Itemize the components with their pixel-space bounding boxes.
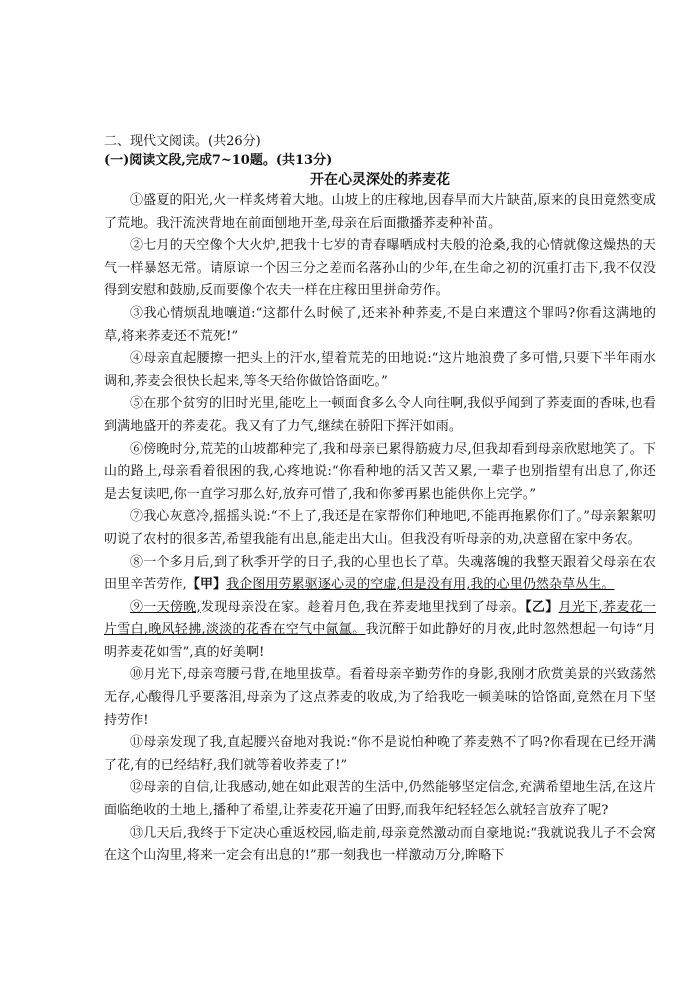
paragraph-number: ④ — [130, 351, 144, 367]
paragraph-number: ⑨ — [130, 599, 144, 615]
article-title: 开在心灵深处的荞麦花 — [310, 172, 450, 188]
paragraph-text: 母亲直起腰擦一把头上的汗水,望着荒芜的田地说:“这片地浪费了多可惜,只要下半年雨水调和,荞麦会很快长起来,等冬天给你做饸饹面吃。” — [104, 351, 656, 389]
paragraph-3 — [104, 303, 656, 348]
paragraph-13 — [104, 823, 656, 868]
marker-yi: 【乙】 — [525, 599, 559, 615]
paragraph-number: ⑥ — [130, 441, 144, 457]
paragraph-number: ③ — [130, 305, 144, 321]
paragraph-5 — [104, 393, 656, 438]
paragraph-number: ⑬ — [130, 825, 144, 841]
paragraph-number: ⑩ — [130, 667, 144, 683]
paragraph-8 — [104, 552, 656, 597]
paragraph-number: ② — [130, 238, 144, 254]
paragraph-2 — [104, 235, 656, 303]
marker-jia: 【甲】 — [186, 577, 227, 593]
paragraph-text: 七月的天空像个大火炉,把我十七岁的青春曝晒成村夫般的沧桑,我的心情就像这燥热的天气一样暴怒无常。请原谅一个因三分之差而名落孙山的少年,在生命之初的沉重打击下,我不仅没得到安慰和鼓励,反而要像个农夫一样在庄稼田里拼命劳作。 — [104, 238, 656, 299]
paragraph-4 — [104, 348, 656, 393]
paragraph-text: 我心情烦乱地嚷道:“这都什么时候了,还来补种荞麦,不是白来遭这个罪吗?你看这满地的草,将来荞麦还不荒死!” — [104, 305, 656, 344]
paragraph-text: 几天后,我终于下定决心重返校园,临走前,母亲竟然激动而自豪地说:“我就说我儿子不会窝在这个山沟里,将来一定会有出息的!”那一刻我也一样激动万分,眸略下 — [104, 825, 657, 864]
paragraph-text: 一个多月后,到了秋季开学的日子,我的心里也长了草。失魂落魄的我整天跟着父母亲在农田里辛苦劳作, — [104, 554, 656, 593]
underlined-sentence-yi: 月光下,荞麦花一片雪白,晚风轻拂,淡淡的花香在空气中氤氲。 — [104, 599, 656, 638]
paragraph-11 — [104, 732, 656, 777]
paragraph-text: 发现母亲没在家。趁着月色,我在荞麦地里找到了母亲。 — [200, 599, 526, 615]
paragraph-number: ⑤ — [130, 396, 144, 412]
paragraph-text: 月光下,母亲弯腰弓背,在地里拔草。看着母亲辛勤劳作的身影,我刚才欣赏美景的兴致荡然无存,心酸得几乎要落泪,母亲为了这点荞麦的收成,为了给我吃一顿美味的饸饹面,竟然在月下坚持劳作! — [104, 667, 657, 728]
paragraph-text: 在那个贫穷的旧时光里,能吃上一顿面食多么令人向往啊,我似乎闻到了荞麦面的香味,也看到满地盛开的荞麦花。我又有了力气,继续在骄阳下挥汗如雨。 — [104, 396, 657, 434]
paragraph-10 — [104, 664, 656, 732]
paragraph-number: ① — [130, 193, 144, 208]
paragraph-text: 母亲发现了我,直起腰兴奋地对我说:“你不是说怕种晚了荞麦熟不了吗?你看现在已经开满了花,有的已经结籽,我们就等着收荞麦了!” — [104, 735, 656, 773]
paragraph-9 — [104, 597, 656, 665]
paragraph-number: ⑦ — [130, 509, 144, 525]
paragraph-number: ⑧ — [130, 554, 144, 570]
paragraph-text: 盛夏的阳光,火一样炙烤着大地。山坡上的庄稼地,因春旱而大片缺苗,原来的良田竟然变成了荒地。我汗流浃背地在前面刨地开垄,母亲在后面撒播荞麦种补苗。 — [104, 193, 657, 231]
paragraph-7 — [104, 506, 656, 551]
paragraph-text: 我心灰意冷,摇摇头说:“不上了,我还是在家帮你们种地吧,不能再拖累你们了。”母亲絮絮叨叨说了农村的很多苦,希望我能有出息,能走出大山。但我没有听母亲的劝,决意留在家中务农。 — [104, 509, 656, 547]
paragraph-number: ⑪ — [130, 735, 144, 751]
sub-heading: (一)阅读文段,完成7~10题。(共13分) — [104, 153, 333, 168]
exam-content — [104, 132, 656, 868]
paragraph-6 — [104, 439, 656, 507]
paragraph-text: 傍晚时分,荒芜的山坡都种完了,我和母亲已累得筋疲力尽,但我却看到母亲欣慰地笑了。下山的路上,母亲看着很困的我,心疼地说:“你看种地的活又苦又累,一辈子也别指望有出息了,你还是去复读吧,你一直学习那么好,放弃可惜了,我和你爹再累也能供你上完学。” — [104, 441, 657, 502]
underlined-sentence-jia: 我企图用劳累驱逐心灵的空虚,但是没有用,我的心里仍然杂草丛生。 — [226, 577, 615, 593]
paragraph-1 — [104, 190, 656, 235]
paragraph-12 — [104, 777, 656, 822]
section-heading: 二、现代文阅读。(共26分) — [104, 134, 261, 149]
underlined-start: 一天傍晚, — [143, 599, 201, 615]
paragraph-tail: 我沉醉于如此静好的月夜,此时忽然想起一句诗“月明荞麦花如雪”,真的好美啊! — [104, 622, 656, 660]
paragraph-number: ⑫ — [130, 780, 144, 796]
paragraph-text: 母亲的自信,让我感动,她在如此艰苦的生活中,仍然能够坚定信念,充满希望地生活,在这片面临绝收的土地上,播种了希望,让荞麦花开遍了田野,而我年纪轻轻怎么就轻言放弃了呢? — [104, 780, 656, 819]
